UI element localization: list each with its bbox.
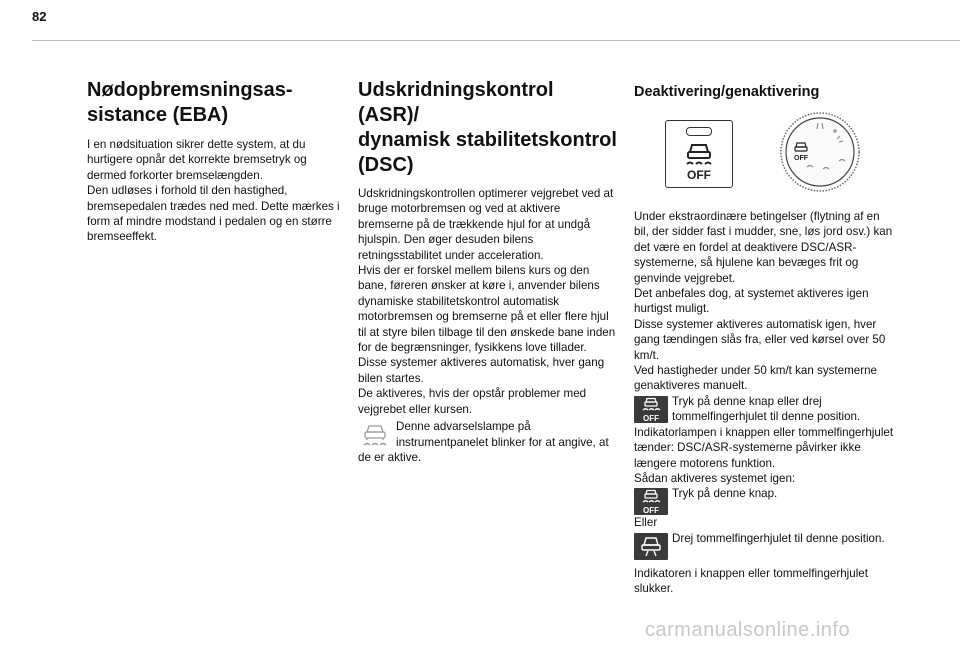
deactivation-paragraph-2: Indikatorlampen i knappen eller tommelfingerhjulet tænder: DSC/ASR-systemerne påvirker ikke længere motorens funktion. Sådan aktiveres systemet igen: [634, 425, 894, 485]
step-press-button [634, 486, 894, 515]
button-indicator-slot [686, 127, 712, 136]
column-deactivation [634, 78, 894, 597]
deactivation-heading: Deaktivering/genaktivering [634, 84, 820, 100]
step-turn-wheel [634, 531, 894, 560]
dsc-off-label: OFF [687, 168, 711, 181]
column-eba [87, 78, 349, 245]
dsc-off-icon [677, 141, 721, 181]
watermark: carmanualsonline.info [645, 619, 851, 641]
deactivation-paragraph-3: Indikatoren i knappen eller tommelfingerhjulet slukker. [634, 566, 868, 596]
eba-heading: Nødopbremsningsas- sistance (EBA) [87, 79, 293, 126]
asr-dsc-paragraph: Udskridningskontrollen optimerer vejgrebet ved at bruge motorbremsen og ved at aktivere bremserne på de trækkende hjul for at undgå hjulspin. Den øger desuden bilens retningsstabilitet under acceleration. Hvis der er forskel mellem bilens kurs og den bane, føreren ønsker at køre i, anvender bilens dynamiske stabilitetskontrol automatisk motorbremsen og bremserne på et eller flere hjul til at styre bilen tilbage til den ønskede bane inden for de begrænsninger, fysikkens love tillader. Disse systemer aktiveres automatisk, hver gang bilen startes. De aktiveres, hvis der opstår problemer med vejgrebet eller kursen. [358, 187, 616, 416]
step-press-or-turn-text: Tryk på denne knap eller drej tommelfingerhjulet til denne position. [672, 394, 861, 424]
dsc-off-button-illustration [665, 120, 733, 188]
step-press-button-text: Tryk på denne knap. [672, 487, 778, 501]
top-rule [32, 40, 960, 41]
thumbwheel-illustration [779, 111, 861, 193]
thumbwheel-off-label: OFF [794, 155, 808, 162]
step-press-or-turn [634, 394, 894, 425]
page-number: 82 [32, 9, 47, 24]
step2-off-label: OFF [643, 506, 659, 516]
deactivation-paragraph-1: Under ekstraordinære betingelser (flytning af en bil, der sidder fast i mudder, sne, løs jord osv.) kan det være en fordel at deaktivere DSC/ASR-systemerne, så hjulene kan bevæges frit og genvinde vejgrebet. Det anbefales dog, at systemet aktiveres igen hurtigst muligt. Disse systemer aktiveres automatisk igen, hver gang tændingen slås fra, eller ved kørsel over 50 km/t. Ved hastigheder under 50 km/t kan systemerne genaktiveres manuelt. [634, 210, 893, 393]
warning-lamp-note [358, 419, 618, 465]
dsc-warning-lamp-icon [358, 421, 392, 448]
eba-paragraph: I en nødsituation sikrer dette system, at du hurtigere opnår det korrekte bremsetryk og dermed forkorter bremselængden. Den udløses i forhold til den hastighed, bremsepedalen trædes ned med. Dette mærkes i form af mindre modstand i pedalen og en større bremseeffekt. [87, 138, 340, 244]
or-label: Eller [634, 516, 658, 530]
column-asr-dsc [358, 78, 618, 465]
warning-lamp-text: Denne advarselslampe på instrumentpanelet blinker for at angive, at de er aktive. [358, 420, 609, 464]
dsc-on-position-icon [634, 533, 668, 560]
controls-illustration [634, 117, 894, 197]
step-turn-wheel-text: Drej tommelfingerhjulet til denne position. [672, 531, 885, 545]
dsc-off-button-icon [634, 396, 668, 423]
step1-off-label: OFF [643, 413, 659, 423]
asr-dsc-heading: Udskridningskontrol (ASR)/ dynamisk stabilitetskontrol (DSC) [358, 79, 617, 176]
dsc-off-button-icon-2 [634, 488, 668, 515]
